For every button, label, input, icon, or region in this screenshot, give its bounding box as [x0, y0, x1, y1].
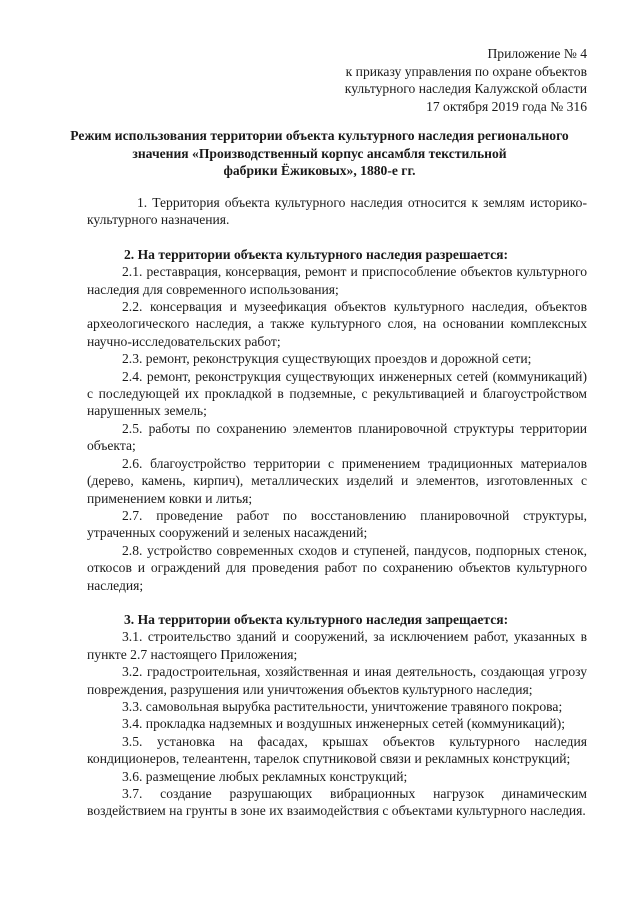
paragraph-item-3-5: 3.5. установка на фасадах, крышах объектов культурного наследия кондиционеров, телеантенн, тарелок спутниковой связи и рекламных конструкций; [87, 733, 587, 767]
title-line-2: значения «Производственный корпус ансамбля текстильной [132, 145, 507, 161]
header-line-date: 17 октября 2019 года № 316 [426, 98, 587, 114]
title-line-1: Режим использования территории объекта культурного наследия регионального [70, 128, 569, 143]
paragraph-item-3-4: 3.4. прокладка надземных и воздушных инженерных сетей (коммуникаций); [122, 716, 566, 732]
paragraph-item-3-3: 3.3. самовольная вырубка растительности, уничтожение травяного покрова; [122, 698, 563, 714]
section-2-heading: 2. На территории объекта культурного наследия разрешается: [124, 246, 509, 262]
header-line-appendix: Приложение № 4 [487, 46, 587, 61]
paragraph-item-2-5: 2.5. работы по сохранению элементов планировочной структуры территории объекта; [87, 420, 587, 454]
paragraph-item-3-2: 3.2. градостроительная, хозяйственная и иная деятельность, создающая угрозу повреждения, разрушения или уничтожения объектов культурного наследия; [87, 664, 587, 697]
paragraph-item-2-2: 2.2. консервация и музеефикация объектов культурного наследия, объектов археологического наследия, а также культурного слоя, на основании комплексных научно-исследовательских работ; [87, 299, 587, 349]
paragraph-item-2-4: 2.4. ремонт, реконструкция существующих инженерных сетей (коммуникаций) с последующей их прокладкой в подземные, с рекультивацией и благоустройством нарушенных земель; [87, 368, 587, 419]
paragraph-item-3-1: 3.1. строительство зданий и сооружений, за исключением работ, указанных в пункте 2.7 настоящего Приложения; [87, 629, 587, 662]
paragraph-item-2-6: 2.6. благоустройство территории с применением традиционных материалов (дерево, камень, кирпич), металлических изделий и элементов, изготовленных с применением ковки и литья; [87, 455, 587, 506]
paragraph-item-3-6: 3.6. размещение любых рекламных конструкций; [122, 768, 408, 784]
section-3-heading: 3. На территории объекта культурного наследия запрещается: [124, 611, 509, 627]
header-line-authority: культурного наследия Калужской области [344, 81, 587, 96]
title-line-3: фабрики Ёжиковых», 1880-е гг. [223, 163, 416, 178]
paragraph-item-1: 1. Территория объекта культурного наследия относится к землям историко-культурного назначения. [87, 195, 587, 228]
paragraph-item-2-1: 2.1. реставрация, консервация, ремонт и приспособление объектов культурного наследия для современного использования; [87, 264, 587, 297]
document-title [60, 127, 579, 180]
paragraph-item-2-7: 2.7. проведение работ по восстановлению планировочной структуры, утраченных сооружений и зеленых насаждений; [87, 507, 587, 541]
header-line-order: к приказу управления по охране объектов [345, 63, 587, 79]
paragraph-item-2-8: 2.8. устройство современных сходов и ступеней, пандусов, подпорных стенок, откосов и ограждений для проведения работ по сохранению объектов культурного наследия; [87, 542, 587, 593]
paragraph-item-3-7: 3.7. создание разрушающих вибрационных нагрузок динамическим воздействием на грунты в зоне их взаимодействия с объектами культурного наследия. [87, 786, 587, 819]
document-body [87, 194, 587, 820]
paragraph-item-2-3: 2.3. ремонт, реконструкция существующих проездов и дорожной сети; [122, 351, 532, 367]
appendix-header [345, 45, 587, 115]
